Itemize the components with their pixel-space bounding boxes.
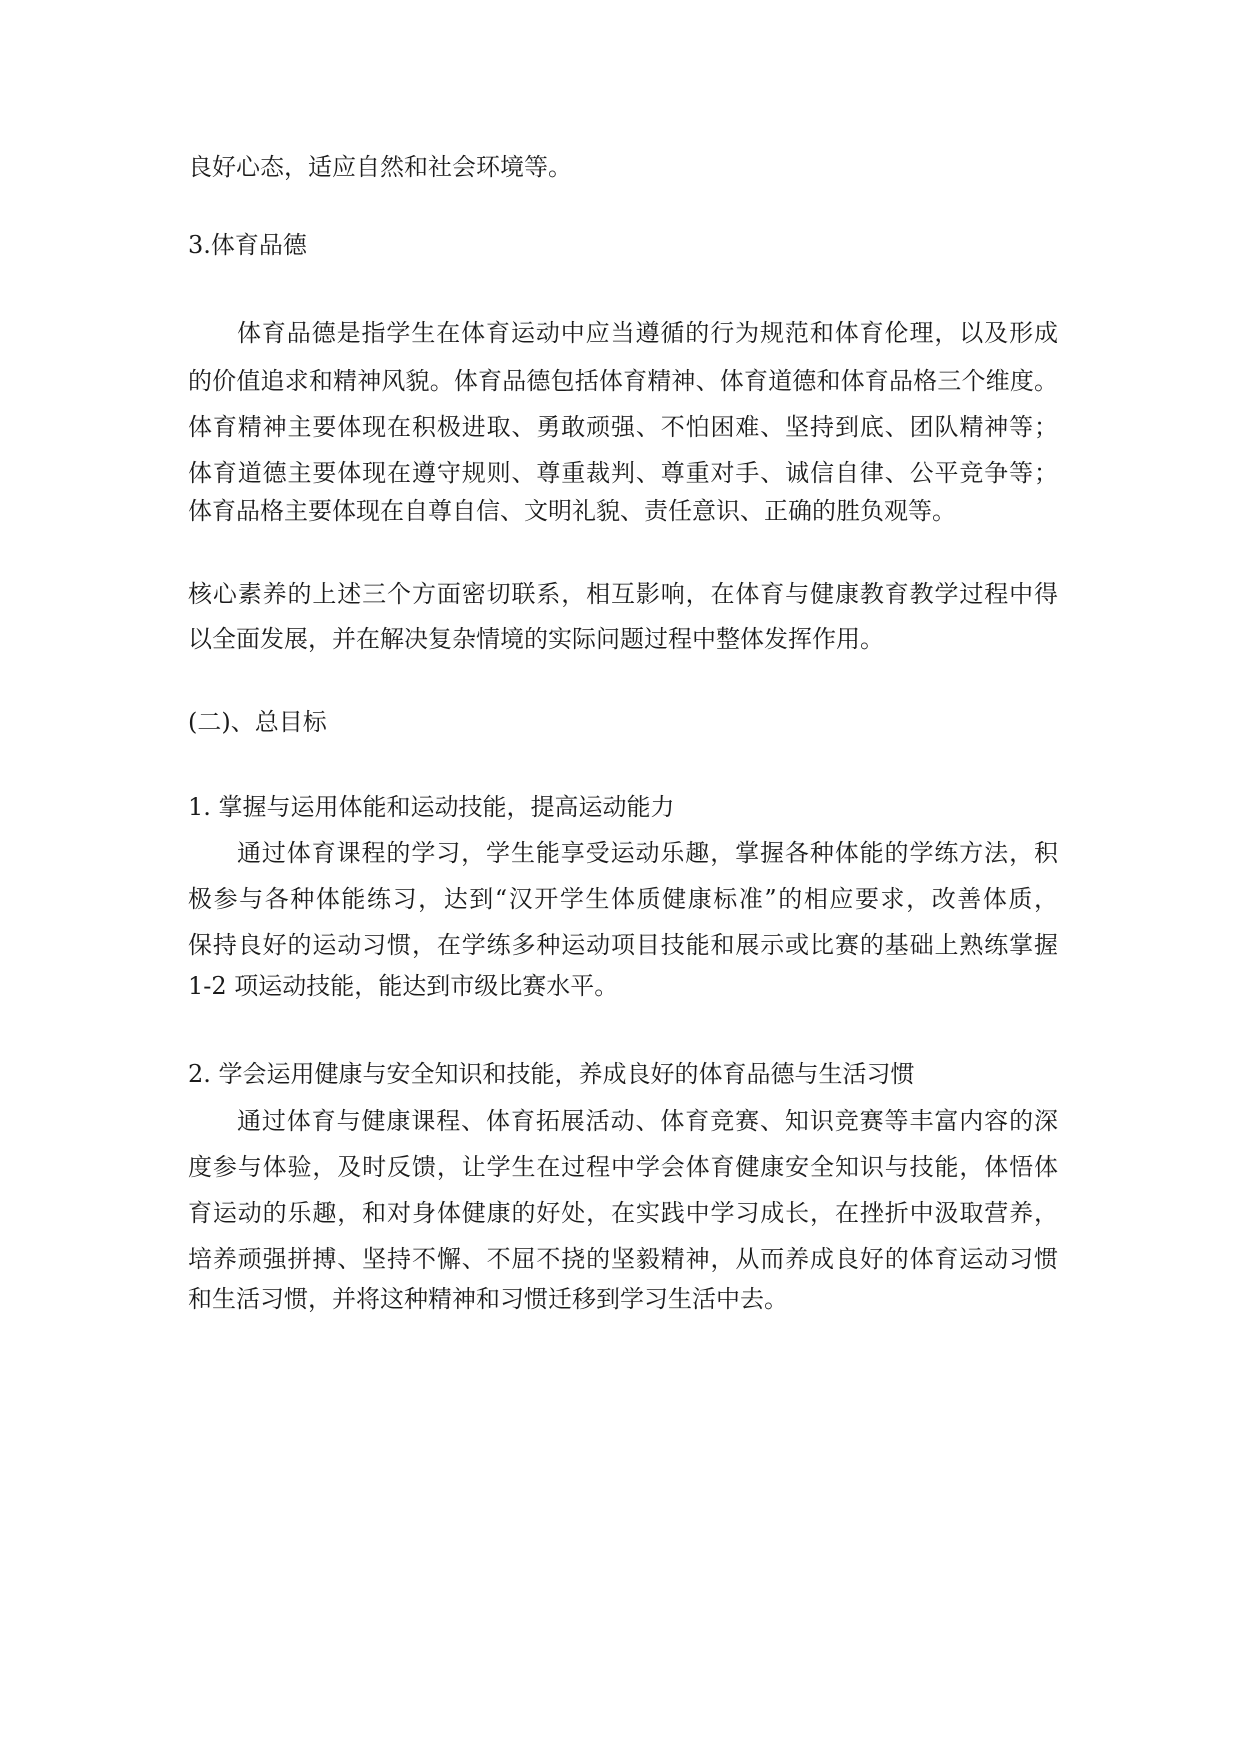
body-text-line: 以全面发展，并在解决复杂情境的实际问题过程中整体发挥作用。 [188,625,884,653]
body-text-line: 和生活习惯，并将这种精神和习惯迁移到学习生活中去。 [188,1285,788,1313]
section-heading-sport-morality: 3.体育品德 [188,231,307,259]
body-text-line: 体育品格主要体现在自尊自信、文明礼貌、责任意识、正确的胜负观等。 [188,497,956,525]
body-text-line: 培养顽强拼搏、坚持不懈、不屈不挠的坚毅精神，从而养成良好的体育运动习惯 [188,1245,1058,1273]
body-text-line: 的价值追求和精神风貌。体育品德包括体育精神、体育道德和体育品格三个维度。 [188,367,1058,395]
body-text-line: 通过体育与健康课程、体育拓展活动、体育竞赛、知识竞赛等丰富内容的深 [237,1107,1058,1135]
body-text-line: 极参与各种体能练习，达到“汉开学生体质健康标准”的相应要求，改善体质， [188,885,1058,913]
body-text-line: 良好心态，适应自然和社会环境等。 [188,153,572,181]
body-text-line: 体育精神主要体现在积极进取、勇敢顽强、不怕困难、坚持到底、团队精神等； [188,413,1058,441]
body-text-line: 度参与体验，及时反馈，让学生在过程中学会体育健康安全知识与技能，体悟体 [188,1153,1058,1181]
body-text-line: 核心素养的上述三个方面密切联系，相互影响，在体育与健康教育教学过程中得 [188,580,1058,608]
body-text-line: 通过体育课程的学习，学生能享受运动乐趣，掌握各种体能的学练方法，积 [237,839,1058,867]
body-text-line: 1-2 项运动技能，能达到市级比赛水平。 [188,972,619,1000]
body-text-line: 育运动的乐趣，和对身体健康的好处，在实践中学习成长，在挫折中汲取营养， [188,1199,1058,1227]
subsection-heading-goal-2: 2. 学会运用健康与安全知识和技能，养成良好的体育品德与生活习惯 [188,1060,915,1088]
subsection-heading-goal-1: 1. 掌握与运用体能和运动技能，提高运动能力 [188,793,675,821]
body-text-line: 体育品德是指学生在体育运动中应当遵循的行为规范和体育伦理，以及形成 [237,319,1058,347]
body-text-line: 体育道德主要体现在遵守规则、尊重裁判、尊重对手、诚信自律、公平竞争等； [188,459,1058,487]
body-text-line: 保持良好的运动习惯，在学练多种运动项目技能和展示或比赛的基础上熟练掌握 [188,931,1058,959]
section-heading-overall-goal: (二)、总目标 [188,708,327,736]
